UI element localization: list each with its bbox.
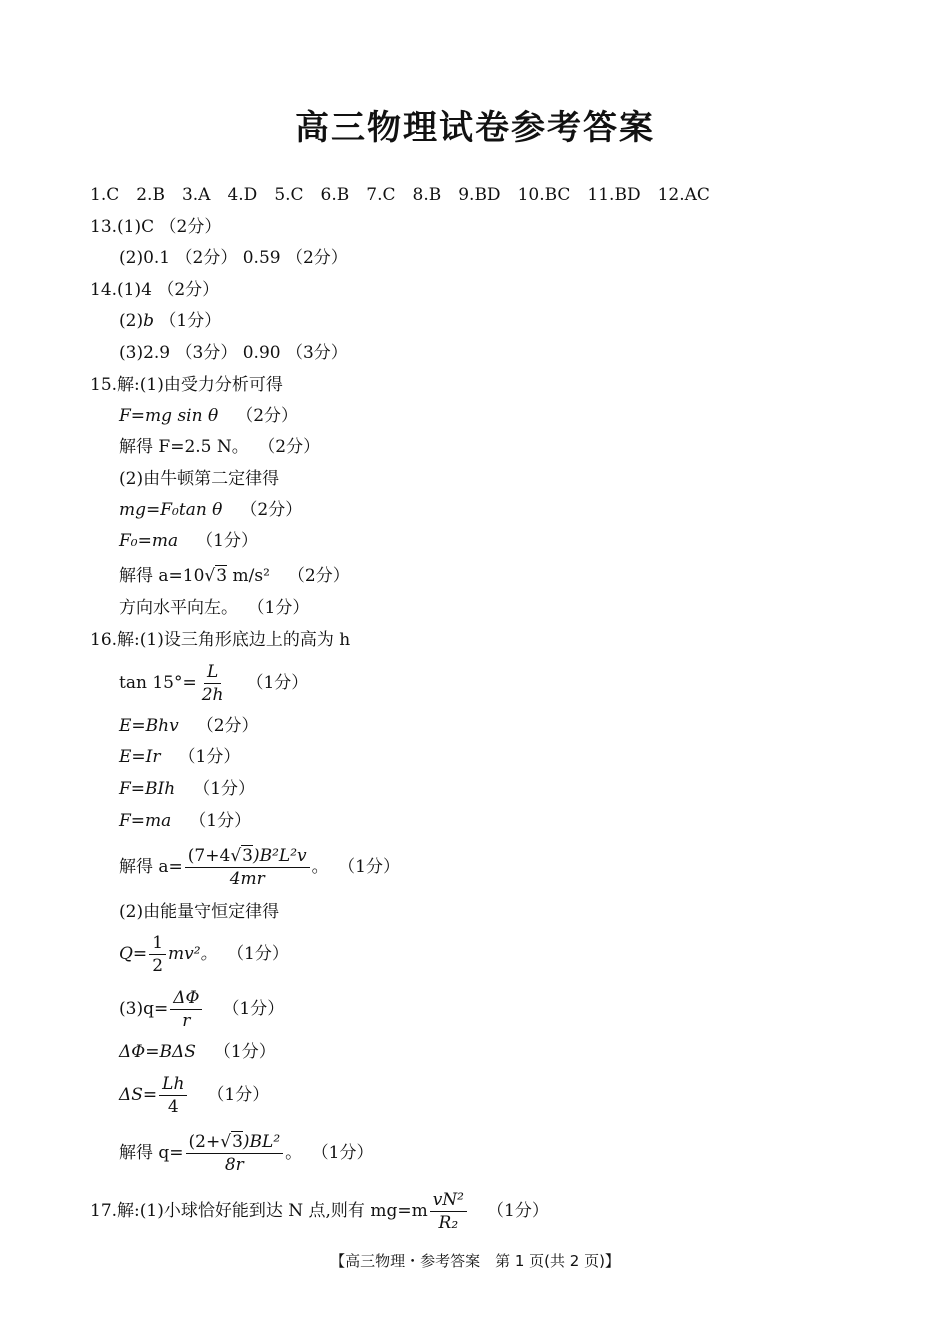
q15-line6: F₀=ma （1分） <box>119 531 258 551</box>
mc-answer: 8.B <box>412 185 442 205</box>
mc-answer: 12.AC <box>657 185 710 205</box>
q14-line1: 14.(1)4 （2分） <box>90 280 220 300</box>
q16-line5: F=BIh （1分） <box>119 779 256 799</box>
mc-answer: 11.BD <box>587 185 641 205</box>
q16-line12: ΔS= $\frac{Lh}{4}$ （1分） <box>119 1074 270 1117</box>
q16-line4: E=Ir （1分） <box>119 747 241 767</box>
q13-line2: (2)0.1 （2分） 0.59 （2分） <box>119 248 348 268</box>
q16-line2: tan 15°= $\frac{L}{2h}$ （1分） <box>119 662 309 705</box>
q15-line5: mg=F₀tan θ （2分） <box>119 500 303 520</box>
q16-line3: E=Bhv （2分） <box>119 716 259 736</box>
q16-line6: F=ma （1分） <box>119 811 252 831</box>
mc-answer: 3.A <box>181 185 211 205</box>
q17-line1: 17.解:(1)小球恰好能到达 N 点,则有 mg=m $\frac{\text{vN²}}{\text{R₂}}$ （1分） <box>90 1190 549 1233</box>
mc-answers <box>90 184 727 206</box>
q16-line13: 解得 q= $\frac{\text{(2+√3)BL²}}{8r}$ 。 （1分） <box>119 1132 374 1175</box>
q16-line9: Q= $\frac{1}{2}$ mv²。 （1分） <box>119 933 289 976</box>
mc-answer: 1.C <box>90 185 120 205</box>
q16-line8: (2)由能量守恒定律得 <box>119 902 280 922</box>
mc-answer: 7.C <box>366 185 396 205</box>
q14-line3: (3)2.9 （3分） 0.90 （3分） <box>119 343 348 363</box>
page-title: 高三物理试卷参考答案 <box>295 108 655 148</box>
q15-line4: (2)由牛顿第二定律得 <box>119 469 280 489</box>
q15-line3: 解得 F=2.5 N。 （2分） <box>119 437 321 457</box>
q16-line10: (3)q= $\frac{\Delta\Phi}{r}$ （1分） <box>119 988 285 1031</box>
q13-line1: 13.(1)C （2分） <box>90 217 222 237</box>
q16-line11: ΔΦ=BΔS （1分） <box>119 1042 276 1062</box>
q16-line1: 16.解:(1)设三角形底边上的高为 h <box>90 630 351 650</box>
mc-answer: 4.D <box>227 185 258 205</box>
q16-line7: 解得 a= $\frac{\text{(7+4√3)B²L²v}}{4mr}$ 。 （1分） <box>119 846 400 889</box>
q15-line7: 解得 a=10√3 m/s² （2分） <box>119 566 350 586</box>
q14-line2: (2)b （1分） <box>119 311 222 331</box>
mc-answer: 5.C <box>274 185 304 205</box>
mc-answer: 10.BC <box>517 185 571 205</box>
mc-answer: 9.BD <box>458 185 501 205</box>
mc-answer: 2.B <box>136 185 165 205</box>
mc-answer: 6.B <box>320 185 350 205</box>
page-footer: 【高三物理・参考答案 第 1 页(共 2 页)】 <box>330 1252 620 1270</box>
q15-line1: 15.解:(1)由受力分析可得 <box>90 375 283 395</box>
q15-line8: 方向水平向左。 （1分） <box>119 598 310 618</box>
q15-line2: F=mg sin θ （2分） <box>119 406 299 426</box>
